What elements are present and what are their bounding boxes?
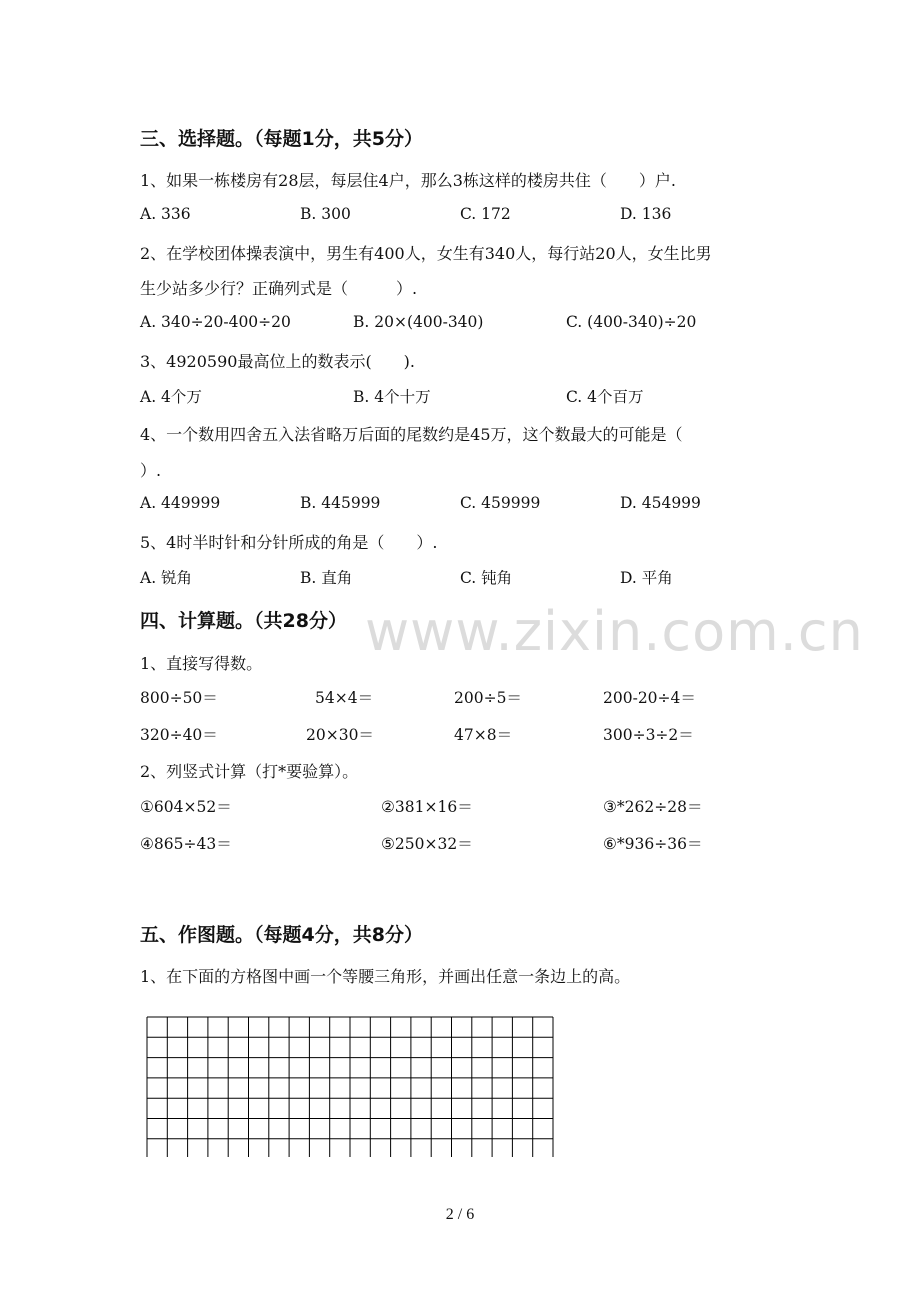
q1-option-a: A. 336 — [140, 205, 191, 223]
q4-option-d: D. 454999 — [620, 494, 701, 512]
vertical-calc-3: ③*262÷28＝ — [603, 798, 703, 816]
square-grid[interactable] — [146, 1016, 555, 1157]
q1-text: 1、如果一栋楼房有28层，每层住4户，那么3栋这样的楼房共住（ ）户. — [140, 171, 676, 190]
vertical-calc-2: ②381×16＝ — [381, 798, 473, 816]
q3-option-c: C. 4个百万 — [566, 388, 644, 406]
q5-text: 5、4时半时针和分针所成的角是（ ）. — [140, 533, 438, 552]
q4-option-b: B. 445999 — [300, 494, 381, 512]
q3-option-a: A. 4个万 — [140, 388, 202, 406]
q4-option-a: A. 449999 — [140, 494, 221, 512]
q2-option-c: C. (400-340)÷20 — [566, 313, 697, 331]
section4-title: 四、计算题。（共28分） — [140, 610, 347, 632]
q4-text-line2: ）. — [140, 461, 162, 480]
q3-option-b: B. 4个十万 — [353, 388, 431, 406]
q1-option-c: C. 172 — [460, 205, 511, 223]
q5-option-d: D. 平角 — [620, 569, 673, 587]
q4-text-line1: 4、一个数用四舍五入法省略万后面的尾数约是45万，这个数最大的可能是（ — [140, 425, 683, 444]
vertical-calc-5: ⑤250×32＝ — [381, 835, 473, 853]
q2-text-line2: 生少站多少行？正确列式是（ ）. — [140, 279, 418, 298]
q2-text-line1: 2、在学校团体操表演中，男生有400人，女生有340人，每行站20人，女生比男 — [140, 244, 712, 263]
mental-calc-4: 200-20÷4＝ — [603, 689, 696, 707]
section5-title: 五、作图题。（每题4分，共8分） — [140, 924, 423, 946]
watermark: www.zixin.com.cn — [365, 600, 864, 663]
q1-option-d: D. 136 — [620, 205, 672, 223]
mental-calc-6: 20×30＝ — [306, 726, 374, 744]
vertical-calc-6: ⑥*936÷36＝ — [603, 835, 703, 853]
square-grid-canvas[interactable] — [146, 1016, 555, 1157]
q2-option-a: A. 340÷20-400÷20 — [140, 313, 291, 331]
q4-option-c: C. 459999 — [460, 494, 541, 512]
mental-calc-5: 320÷40＝ — [140, 726, 218, 744]
mental-calc-3: 200÷5＝ — [454, 689, 522, 707]
mental-calc-8: 300÷3÷2＝ — [603, 726, 694, 744]
page-number: 2 / 6 — [445, 1206, 475, 1223]
q5-option-a: A. 锐角 — [140, 569, 193, 587]
mental-calc-1: 800÷50＝ — [140, 689, 218, 707]
q5-option-b: B. 直角 — [300, 569, 353, 587]
p1-text: 1、直接写得数。 — [140, 654, 263, 673]
q3-text: 3、4920590最高位上的数表示( ). — [140, 352, 416, 371]
mental-calc-7: 47×8＝ — [454, 726, 513, 744]
q2-option-b: B. 20×(400-340) — [353, 313, 484, 331]
q5-option-c: C. 钝角 — [460, 569, 513, 587]
mental-calc-2: 54×4＝ — [315, 689, 374, 707]
q1-option-b: B. 300 — [300, 205, 351, 223]
p2-text: 2、列竖式计算（打*要验算）。 — [140, 762, 359, 781]
drawing-q1-text: 1、在下面的方格图中画一个等腰三角形，并画出任意一条边上的高。 — [140, 967, 631, 986]
vertical-calc-4: ④865÷43＝ — [140, 835, 232, 853]
vertical-calc-1: ①604×52＝ — [140, 798, 232, 816]
section3-title: 三、选择题。（每题1分，共5分） — [140, 128, 423, 150]
